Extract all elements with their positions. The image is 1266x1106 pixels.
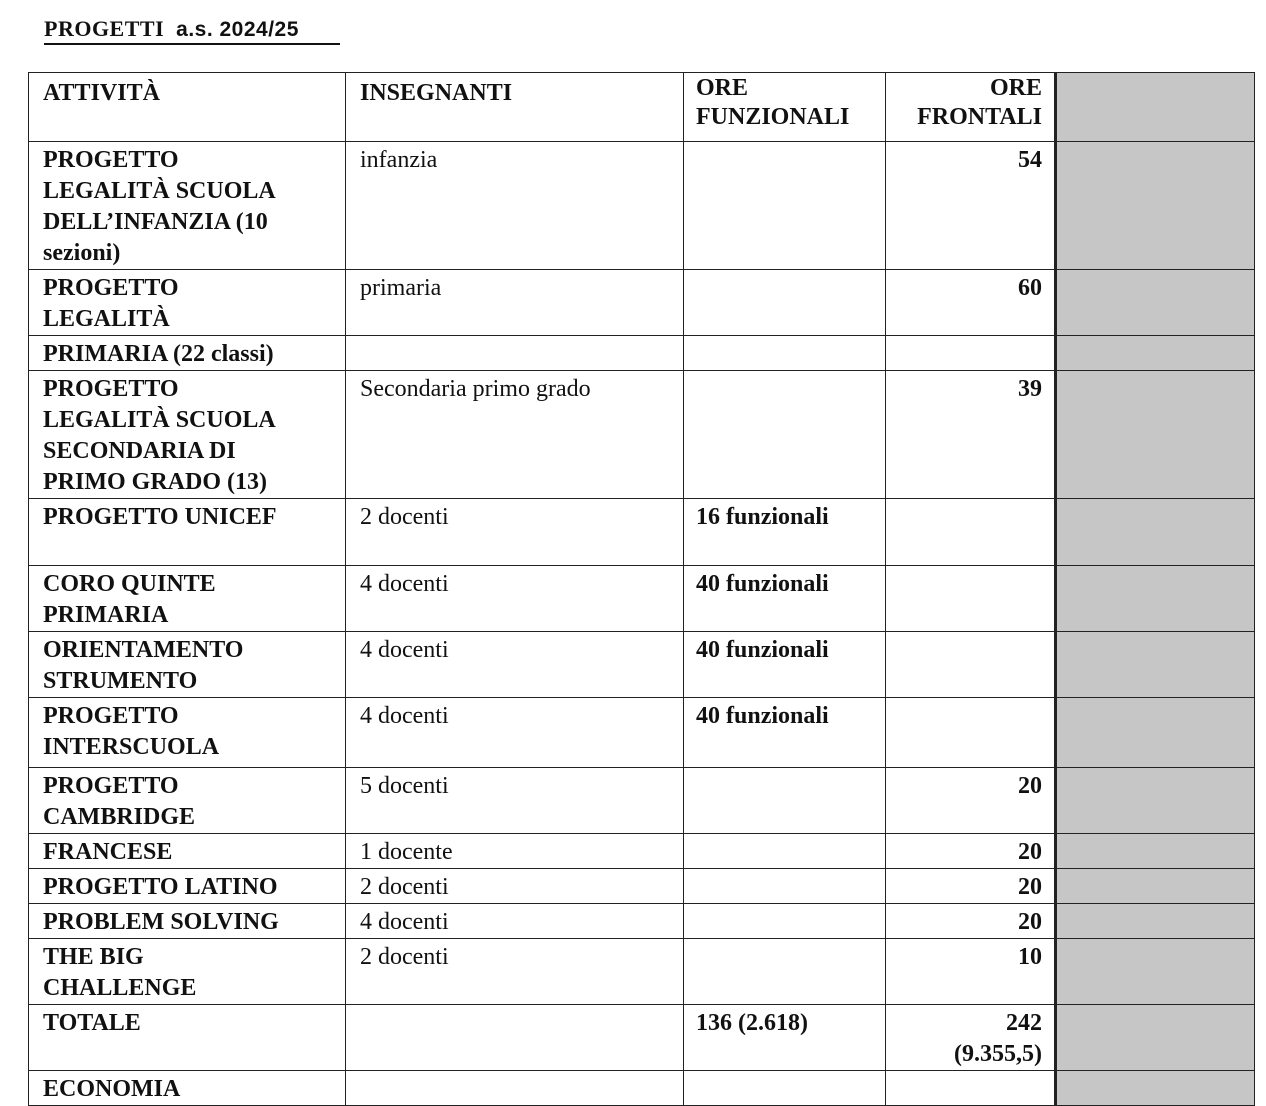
ore-funzionali-cell xyxy=(684,939,886,1005)
ore-frontali-cell: 20 xyxy=(886,869,1056,904)
ore-frontali-cell: 60 xyxy=(886,270,1056,336)
redacted-cell xyxy=(1056,768,1255,834)
ore-funzionali-cell: 40 funzionali xyxy=(684,698,886,768)
document-title xyxy=(44,14,299,45)
activity-cell: FRANCESE xyxy=(29,834,346,869)
activity-cell: THE BIG CHALLENGE xyxy=(29,939,346,1005)
activity-cell: PROBLEM SOLVING xyxy=(29,904,346,939)
redacted-cell xyxy=(1056,869,1255,904)
activity-cell: CORO QUINTE PRIMARIA xyxy=(29,566,346,632)
ore-frontali-cell: 242 (9.355,5) xyxy=(886,1005,1056,1071)
header-ore-funzionali: ORE FUNZIONALI xyxy=(684,73,886,142)
table-row xyxy=(29,270,1255,336)
redacted-cell xyxy=(1056,142,1255,270)
teachers-cell: 2 docenti xyxy=(346,939,684,1005)
teachers-cell: 1 docente xyxy=(346,834,684,869)
ore-funzionali-cell xyxy=(684,768,886,834)
redacted-cell xyxy=(1056,904,1255,939)
teachers-cell: 4 docenti xyxy=(346,566,684,632)
teachers-cell: primaria xyxy=(346,270,684,336)
activity-cell: ECONOMIA xyxy=(29,1071,346,1106)
table-row xyxy=(29,336,1255,371)
table-row xyxy=(29,499,1255,566)
teachers-cell xyxy=(346,336,684,371)
teachers-cell: 2 docenti xyxy=(346,869,684,904)
redacted-cell xyxy=(1056,499,1255,566)
teachers-cell: infanzia xyxy=(346,142,684,270)
ore-funzionali-cell xyxy=(684,336,886,371)
teachers-cell: 4 docenti xyxy=(346,904,684,939)
teachers-cell xyxy=(346,1071,684,1106)
ore-frontali-cell xyxy=(886,698,1056,768)
redacted-cell xyxy=(1056,632,1255,698)
ore-frontali-cell xyxy=(886,566,1056,632)
table-row xyxy=(29,869,1255,904)
teachers-cell: 4 docenti xyxy=(346,698,684,768)
ore-funzionali-cell xyxy=(684,834,886,869)
table-row xyxy=(29,768,1255,834)
redacted-cell xyxy=(1056,834,1255,869)
header-attivita: ATTIVITÀ xyxy=(29,73,346,142)
title-underline xyxy=(44,43,340,45)
table-row xyxy=(29,698,1255,768)
header-ore-frontali: ORE FRONTALI xyxy=(886,73,1056,142)
ore-funzionali-cell xyxy=(684,142,886,270)
table-row xyxy=(29,371,1255,499)
ore-frontali-cell xyxy=(886,499,1056,566)
redacted-cell xyxy=(1056,1071,1255,1106)
ore-funzionali-cell: 40 funzionali xyxy=(684,566,886,632)
teachers-cell: 2 docenti xyxy=(346,499,684,566)
activity-cell: TOTALE xyxy=(29,1005,346,1071)
table-header-row xyxy=(29,73,1255,142)
ore-frontali-cell xyxy=(886,336,1056,371)
table-row xyxy=(29,1005,1255,1071)
redacted-cell xyxy=(1056,270,1255,336)
ore-frontali-cell: 54 xyxy=(886,142,1056,270)
activity-cell: PROGETTO UNICEF xyxy=(29,499,346,566)
ore-funzionali-cell: 136 (2.618) xyxy=(684,1005,886,1071)
table-row xyxy=(29,939,1255,1005)
header-insegnanti: INSEGNANTI xyxy=(346,73,684,142)
teachers-cell: 5 docenti xyxy=(346,768,684,834)
activity-cell: PRIMARIA (22 classi) xyxy=(29,336,346,371)
activity-cell: PROGETTO LATINO xyxy=(29,869,346,904)
ore-funzionali-cell xyxy=(684,371,886,499)
activity-cell: ORIENTAMENTO STRUMENTO xyxy=(29,632,346,698)
ore-funzionali-cell xyxy=(684,869,886,904)
table-row xyxy=(29,566,1255,632)
table-row xyxy=(29,834,1255,869)
teachers-cell xyxy=(346,1005,684,1071)
ore-funzionali-cell xyxy=(684,270,886,336)
redacted-cell xyxy=(1056,939,1255,1005)
ore-funzionali-cell xyxy=(684,1071,886,1106)
activity-cell: PROGETTO LEGALITÀ SCUOLA SECONDARIA DI PRIMO GRADO (13) xyxy=(29,371,346,499)
title-subtitle: a.s. 2024/25 xyxy=(176,18,299,41)
ore-funzionali-cell: 40 funzionali xyxy=(684,632,886,698)
table-row xyxy=(29,142,1255,270)
redacted-cell xyxy=(1056,336,1255,371)
ore-frontali-cell: 20 xyxy=(886,834,1056,869)
redacted-cell xyxy=(1056,1005,1255,1071)
ore-frontali-cell xyxy=(886,1071,1056,1106)
activity-cell: PROGETTO CAMBRIDGE xyxy=(29,768,346,834)
ore-frontali-cell: 20 xyxy=(886,904,1056,939)
ore-frontali-cell: 10 xyxy=(886,939,1056,1005)
activity-cell: PROGETTO LEGALITÀ SCUOLA DELL’INFANZIA (10 sezioni) xyxy=(29,142,346,270)
projects-table xyxy=(28,72,1255,1106)
redacted-cell xyxy=(1056,698,1255,768)
title-main: PROGETTI xyxy=(44,16,165,41)
teachers-cell: 4 docenti xyxy=(346,632,684,698)
ore-frontali-cell: 39 xyxy=(886,371,1056,499)
ore-frontali-cell: 20 xyxy=(886,768,1056,834)
ore-frontali-cell xyxy=(886,632,1056,698)
table-row xyxy=(29,632,1255,698)
header-redacted-cell xyxy=(1056,73,1255,142)
table-row xyxy=(29,904,1255,939)
teachers-cell: Secondaria primo grado xyxy=(346,371,684,499)
ore-funzionali-cell: 16 funzionali xyxy=(684,499,886,566)
redacted-cell xyxy=(1056,371,1255,499)
ore-funzionali-cell xyxy=(684,904,886,939)
redacted-cell xyxy=(1056,566,1255,632)
activity-cell: PROGETTO LEGALITÀ xyxy=(29,270,346,336)
table-row xyxy=(29,1071,1255,1106)
activity-cell: PROGETTO INTERSCUOLA xyxy=(29,698,346,768)
